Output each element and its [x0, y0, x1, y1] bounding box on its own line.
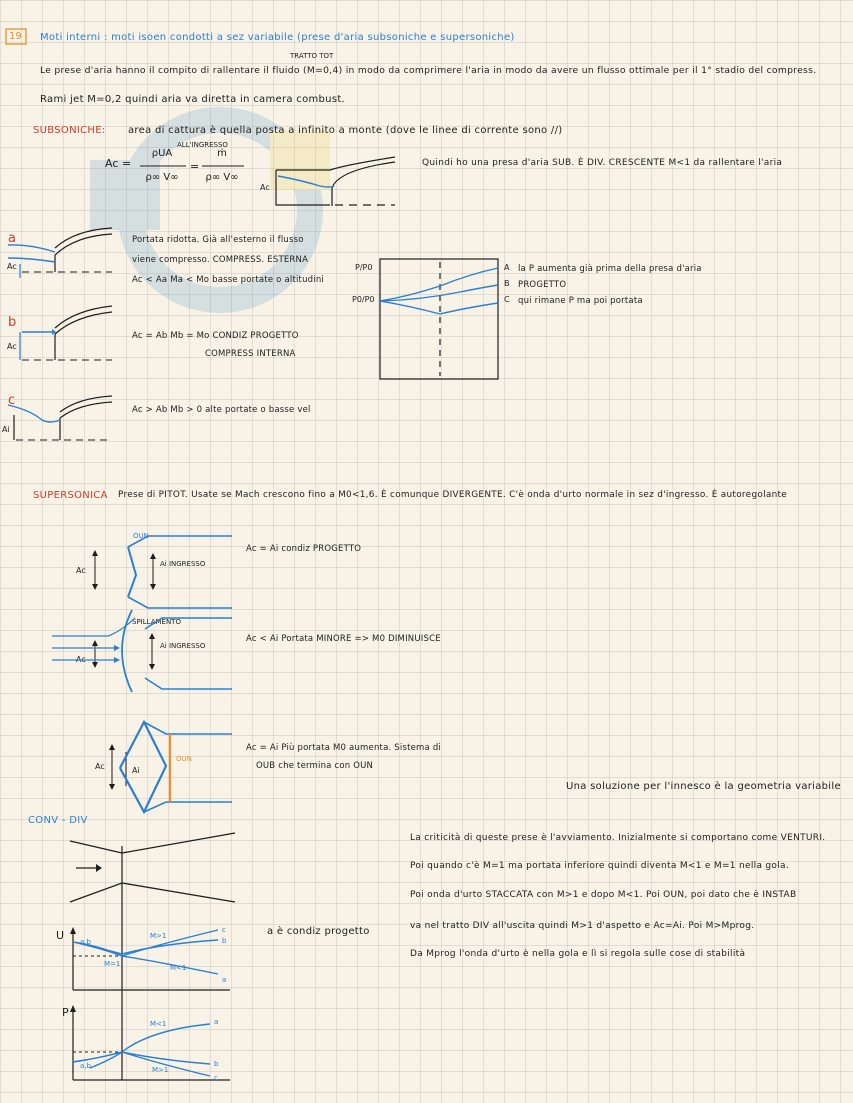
pchart-curve-b-label: B — [504, 279, 510, 288]
case-c-line-1: Ac > Ab Mb > 0 alte portate o basse vel — [132, 405, 311, 415]
formula-num-1: ρUA — [151, 148, 173, 159]
conv-div-label: CONV - DIV — [28, 815, 88, 826]
formula-note: ALL'INGRESSO — [177, 141, 228, 149]
case-c-ac: Ai — [2, 425, 10, 434]
pchart-curve-c-label: C — [504, 295, 510, 304]
subsonic-side-note: Quindi ho una presa d'aria SUB. È DIV. CRESCENTE M<1 da rallentare l'aria — [422, 158, 783, 168]
sup-case1-text: Ac = Ai condiz PROGETTO — [246, 544, 362, 554]
u-axis-label: U — [56, 929, 65, 942]
case-a-line-3: Ac < Aa Ma < Mo basse portate o altitudini — [132, 275, 324, 285]
p-curve-b: b — [214, 1060, 219, 1068]
formula-den-1: ρ∞ V∞ — [145, 172, 179, 183]
u-curve-c: c — [222, 926, 226, 934]
case-b-line-2: COMPRESS INTERNA — [205, 349, 296, 359]
pchart-note-a: la P aumenta già prima della presa d'aria — [518, 264, 702, 274]
p-curve-m-lt-1: M<1 — [150, 1020, 167, 1028]
u-curve-m-eq-1: M=1 — [104, 960, 121, 968]
conv-div-note-4: va nel tratto DIV all'uscita quindi M>1 d'aspetto e Ac=Ai. Poi M>Mprog. — [410, 921, 755, 931]
sup-case2-spill: SPILLAMENTO — [132, 618, 181, 626]
case-a-line-2: viene compresso. COMPRESS. ESTERNA — [132, 255, 309, 265]
formula-den-2: ρ∞ V∞ — [205, 172, 239, 183]
pchart-note-c: qui rimane P ma poi portata — [518, 296, 643, 306]
pchart-ylabel-mid: P0/P0 — [352, 295, 375, 304]
case-b-ac: Ac — [7, 342, 17, 351]
intro-line-2: Rami jet M=0,2 quindi aria va diretta in camera combust. — [40, 94, 346, 105]
sup-case2-text: Ac < Ai Portata MINORE => M0 DIMINUISCE — [246, 634, 441, 644]
sup-case3-text-2: OUB che termina con OUN — [256, 761, 374, 771]
formula-num-2: ṁ — [217, 148, 227, 159]
pchart-ylabel-top: P/P0 — [355, 263, 373, 272]
formula-eq: = — [190, 160, 200, 173]
intro-line-1: Le prese d'aria hanno il compito di rallentare il fluido (M=0,4) in modo da comprimere l'aria in modo da avere un flusso ottimale per il 1° stadio del compress. — [40, 65, 817, 76]
formula-lhs: Ac = — [105, 157, 132, 170]
section-number: 19 — [9, 31, 22, 42]
p-curve-c: c — [214, 1074, 218, 1082]
pchart-note-b: PROGETTO — [518, 280, 567, 290]
sup-case2-ac: Ac — [76, 655, 86, 664]
conv-div-note-1: La criticità di queste prese è l'avviamento. Inizialmente si comportano come VENTURI. — [410, 833, 826, 843]
diffuser-ac-label: Ac — [260, 183, 270, 192]
case-b-line-1: Ac = Ab Mb = Mo CONDIZ PROGETTO — [132, 331, 299, 341]
tratto-label: TRATTO TOT — [290, 52, 334, 60]
u-curve-m-gt-1: M>1 — [150, 932, 167, 940]
section-title: Moti interni : moti isoen condotti a sez variabile (prese d'aria subsoniche e supersoniche) — [40, 32, 515, 43]
p-axis-label: P — [62, 1006, 69, 1019]
sup-case3-ai: Ai — [132, 766, 140, 775]
sup-case3-oun: OUN — [176, 755, 192, 763]
supersonica-label: SUPERSONICA — [33, 490, 108, 501]
sup-case3-text-1: Ac = Ai Più portata M0 aumenta. Sistema di — [246, 743, 441, 753]
sup-case1-ac: Ac — [76, 566, 86, 575]
u-curve-b: b — [222, 937, 227, 945]
variable-geometry-note: Una soluzione per l'innesco è la geometria variabile — [566, 781, 841, 792]
conv-div-note-3: Poi onda d'urto STACCATA con M>1 e dopo M<1. Poi OUN, poi dato che è INSTAB — [410, 890, 797, 900]
sup-case1-oun: OUN — [133, 532, 149, 540]
pchart-curve-a-label: A — [504, 263, 510, 272]
sup-case2-ai: Ai INGRESSO — [160, 642, 206, 650]
sup-case3-ac: Ac — [95, 762, 105, 771]
case-a-ac: Ac — [7, 262, 17, 271]
conv-div-note-5: Da Mprog l'onda d'urto è nella gola e lì si regola sulle cose di stabilità — [410, 949, 746, 959]
case-a-letter: a — [8, 231, 16, 246]
supersonica-desc: Prese di PITOT. Usate se Mach crescono fino a M0<1,6. È comunque DIVERGENTE. C'è onda d'urto normale in sez d'ingresso. È autoregolante — [118, 490, 788, 500]
u-curve-ab: a,b — [80, 938, 91, 946]
design-condition-note: a è condiz progetto — [267, 926, 370, 937]
case-b-letter: b — [8, 315, 17, 330]
case-c-letter: c — [8, 393, 16, 408]
p-curve-ab: a,b — [80, 1062, 91, 1070]
sup-case1-ai: Ai INGRESSO — [160, 560, 206, 568]
u-curve-a: a — [222, 976, 227, 984]
subsoniche-label: SUBSONICHE: — [33, 125, 106, 136]
subsoniche-desc: area di cattura è quella posta a infinito a monte (dove le linee di corrente sono //) — [128, 125, 563, 136]
conv-div-note-2: Poi quando c'è M=1 ma portata inferiore quindi diventa M<1 e M=1 nella gola. — [410, 861, 790, 871]
p-curve-a: a — [214, 1018, 219, 1026]
u-curve-m-lt-1: M<1 — [170, 964, 187, 972]
p-curve-m-gt-1: M>1 — [152, 1066, 169, 1074]
case-a-line-1: Portata ridotta. Già all'esterno il flusso — [132, 235, 304, 245]
